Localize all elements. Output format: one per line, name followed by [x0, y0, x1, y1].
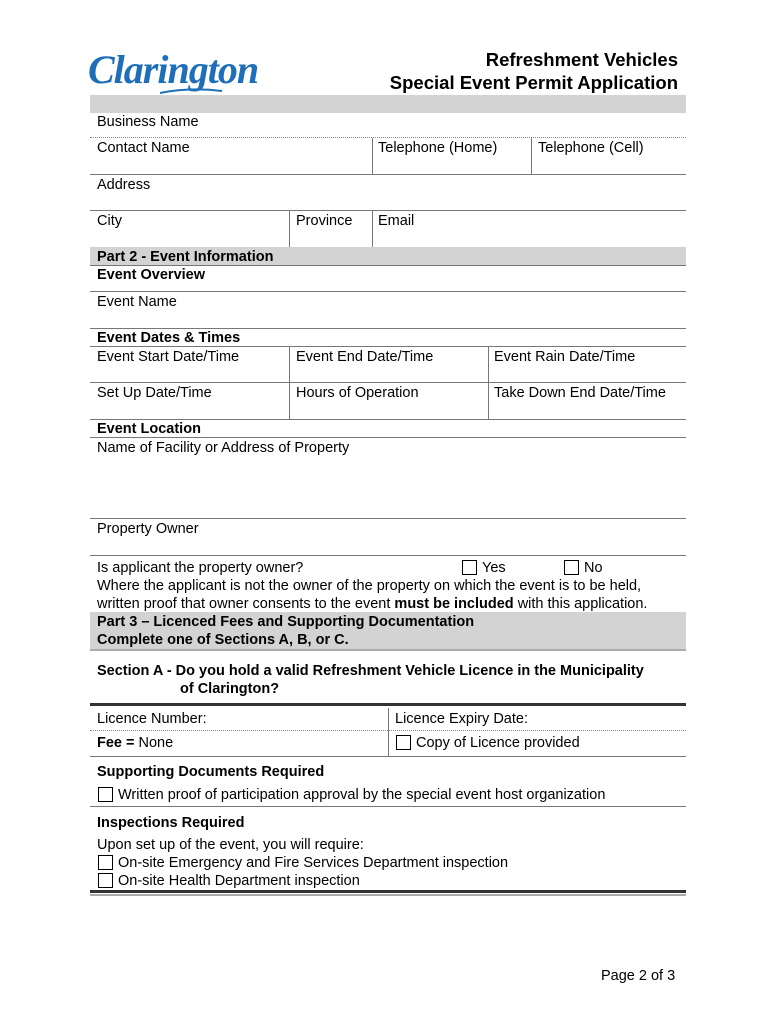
divider	[388, 708, 389, 756]
divider	[90, 703, 686, 706]
owner-no-label: No	[584, 560, 603, 576]
divider	[90, 756, 686, 757]
divider	[90, 649, 686, 651]
logo-swoosh-icon	[160, 88, 222, 94]
divider	[90, 518, 686, 519]
owner-note-line2	[97, 595, 647, 613]
owner-note-text-c: with this application.	[513, 596, 648, 612]
province-label: Province	[296, 213, 353, 229]
divider	[90, 137, 686, 138]
form-title-line2: Special Event Permit Application	[389, 72, 678, 93]
divider	[90, 346, 686, 347]
divider	[90, 291, 686, 292]
contact-name-label: Contact Name	[97, 140, 190, 156]
event-start-label: Event Start Date/Time	[97, 349, 240, 365]
owner-question-label: Is applicant the property owner?	[97, 560, 304, 576]
part3-heading: Part 3 – Licenced Fees and Supporting Documentation	[97, 614, 475, 630]
event-overview-heading: Event Overview	[97, 267, 205, 283]
property-owner-label: Property Owner	[97, 521, 199, 537]
takedown-label: Take Down End Date/Time	[494, 385, 666, 401]
divider	[289, 347, 290, 420]
telephone-home-label: Telephone (Home)	[378, 140, 498, 156]
licence-number-label: Licence Number:	[97, 711, 207, 727]
event-location-heading: Event Location	[97, 421, 201, 437]
form-title-line1: Refreshment Vehicles	[485, 49, 678, 70]
health-inspection-label: On-site Health Department inspection	[118, 873, 360, 889]
owner-yes-checkbox[interactable]	[462, 560, 477, 575]
clarington-logo: Clarington	[88, 47, 259, 92]
divider	[90, 890, 686, 893]
upon-setup-label: Upon set up of the event, you will require:	[97, 837, 364, 853]
event-dates-heading: Event Dates & Times	[97, 330, 241, 346]
divider	[372, 211, 373, 247]
divider	[372, 138, 373, 174]
fire-inspection-label: On-site Emergency and Fire Services Department inspection	[118, 855, 509, 871]
supporting-docs-heading: Supporting Documents Required	[97, 764, 325, 780]
divider	[289, 211, 290, 247]
fee-label-text: Fee =	[97, 735, 135, 751]
divider	[90, 382, 686, 383]
telephone-cell-label: Telephone (Cell)	[538, 140, 644, 156]
fire-inspection-checkbox[interactable]	[98, 855, 113, 870]
page-number: Page 2 of 3	[601, 968, 676, 984]
owner-yes-label: Yes	[482, 560, 506, 576]
address-label: Address	[97, 177, 151, 193]
copy-licence-label: Copy of Licence provided	[416, 735, 580, 751]
form-title	[390, 48, 678, 94]
licence-expiry-label: Licence Expiry Date:	[395, 711, 528, 727]
hours-label: Hours of Operation	[296, 385, 419, 401]
owner-note-line1: Where the applicant is not the owner of the property on which the event is to be held,	[97, 578, 642, 594]
owner-note-text-a: written proof that owner consents to the event	[97, 596, 395, 612]
email-label: Email	[378, 213, 415, 229]
event-name-label: Event Name	[97, 294, 177, 310]
section-a-line2: of Clarington?	[180, 681, 280, 697]
health-inspection-checkbox[interactable]	[98, 873, 113, 888]
written-proof-label: Written proof of participation approval by the special event host organization	[118, 787, 606, 803]
part3-subheading: Complete one of Sections A, B, or C.	[97, 632, 349, 648]
event-end-label: Event End Date/Time	[296, 349, 434, 365]
divider	[90, 174, 686, 175]
part2-heading: Part 2 - Event Information	[97, 249, 274, 265]
divider	[90, 894, 686, 896]
divider	[90, 210, 686, 211]
divider	[531, 138, 532, 174]
part1-header-bar	[90, 95, 686, 113]
setup-label: Set Up Date/Time	[97, 385, 212, 401]
divider	[488, 347, 489, 420]
divider	[90, 730, 686, 731]
business-name-label: Business Name	[97, 114, 199, 130]
inspections-heading: Inspections Required	[97, 815, 245, 831]
divider	[90, 806, 686, 807]
divider	[90, 437, 686, 438]
owner-no-checkbox[interactable]	[564, 560, 579, 575]
city-label: City	[97, 213, 122, 229]
written-proof-checkbox[interactable]	[98, 787, 113, 802]
copy-licence-checkbox[interactable]	[396, 735, 411, 750]
event-rain-label: Event Rain Date/Time	[494, 349, 636, 365]
owner-note-text-b: must be included	[394, 596, 514, 612]
fee-value: None	[134, 735, 174, 751]
fee-label	[97, 734, 173, 752]
section-a-line1: Section A - Do you hold a valid Refreshment Vehicle Licence in the Municipality	[97, 663, 644, 679]
divider	[90, 555, 686, 556]
facility-label: Name of Facility or Address of Property	[97, 440, 350, 456]
